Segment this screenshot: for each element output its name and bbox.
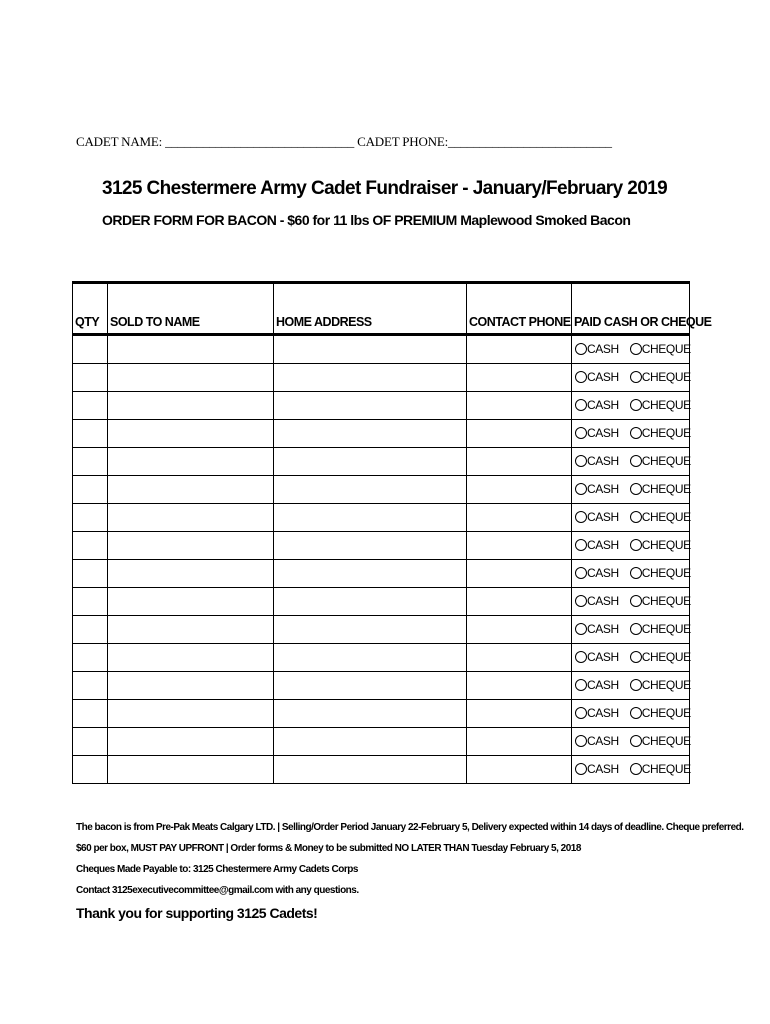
qty-cell[interactable] [73, 335, 108, 364]
cash-option[interactable] [575, 482, 619, 496]
table-row [73, 504, 690, 532]
cash-radio-icon[interactable] [575, 623, 587, 635]
paid-method-cell [572, 616, 690, 644]
column-header-sold-to-name: SOLD TO NAME [108, 283, 274, 335]
sold-to-name-cell[interactable] [108, 420, 274, 448]
cash-radio-icon[interactable] [575, 455, 587, 467]
cash-option[interactable] [575, 650, 619, 664]
cheque-label: CHEQUE [641, 761, 691, 776]
cash-radio-icon[interactable] [575, 763, 587, 775]
cheque-label: CHEQUE [641, 453, 691, 468]
cash-label: CASH [587, 565, 619, 580]
thank-you-message: Thank you for supporting 3125 Cadets! [76, 905, 318, 921]
cheque-radio-icon[interactable] [630, 595, 642, 607]
cheque-option[interactable] [630, 370, 691, 384]
paid-method-cell [572, 504, 690, 532]
paid-method-cell [572, 644, 690, 672]
cheque-radio-icon[interactable] [630, 399, 642, 411]
cheque-option[interactable] [630, 594, 691, 608]
cheque-radio-icon[interactable] [630, 567, 642, 579]
form-title: 3125 Chestermere Army Cadet Fundraiser - January/February 2019 [102, 178, 668, 199]
home-address-cell[interactable] [274, 532, 467, 560]
cheque-radio-icon[interactable] [630, 371, 642, 383]
table-row [73, 532, 690, 560]
cheque-radio-icon[interactable] [630, 651, 642, 663]
cheque-option[interactable] [630, 678, 691, 692]
contact-phone-cell[interactable] [467, 476, 572, 504]
paid-method-cell [572, 532, 690, 560]
cheque-option[interactable] [630, 482, 691, 496]
paid-method-cell [572, 672, 690, 700]
cash-radio-icon[interactable] [575, 343, 587, 355]
table-row [73, 728, 690, 756]
home-address-cell[interactable] [274, 448, 467, 476]
paid-method-cell [572, 364, 690, 392]
cheque-option[interactable] [630, 510, 691, 524]
cheque-label: CHEQUE [641, 481, 691, 496]
table-row [73, 560, 690, 588]
cheque-option[interactable] [630, 426, 691, 440]
paid-method-cell [572, 335, 690, 364]
cash-option[interactable] [575, 622, 619, 636]
sold-to-name-cell[interactable] [108, 700, 274, 728]
paid-method-cell [572, 448, 690, 476]
cheque-label: CHEQUE [641, 705, 691, 720]
cash-label: CASH [587, 341, 619, 356]
cash-label: CASH [587, 369, 619, 384]
table-header-row [73, 283, 690, 335]
sold-to-name-cell[interactable] [108, 448, 274, 476]
cheque-label: CHEQUE [641, 369, 691, 384]
qty-cell[interactable] [73, 420, 108, 448]
table-row [73, 476, 690, 504]
cash-label: CASH [587, 761, 619, 776]
cash-radio-icon[interactable] [575, 735, 587, 747]
cash-label: CASH [587, 537, 619, 552]
sold-to-name-cell[interactable] [108, 616, 274, 644]
contact-phone-cell[interactable] [467, 672, 572, 700]
cheque-option[interactable] [630, 762, 691, 776]
cash-label: CASH [587, 593, 619, 608]
home-address-cell[interactable] [274, 672, 467, 700]
contact-phone-cell[interactable] [467, 560, 572, 588]
home-address-cell[interactable] [274, 756, 467, 784]
cash-label: CASH [587, 425, 619, 440]
home-address-cell[interactable] [274, 644, 467, 672]
column-header-qty: QTY [73, 283, 108, 335]
table-row [73, 420, 690, 448]
home-address-cell[interactable] [274, 728, 467, 756]
cash-option[interactable] [575, 762, 619, 776]
sold-to-name-cell[interactable] [108, 672, 274, 700]
cash-label: CASH [587, 705, 619, 720]
cash-radio-icon[interactable] [575, 651, 587, 663]
home-address-cell[interactable] [274, 700, 467, 728]
cheque-label: CHEQUE [641, 341, 691, 356]
cash-label: CASH [587, 733, 619, 748]
cash-option[interactable] [575, 426, 619, 440]
table-row [73, 644, 690, 672]
paid-method-cell [572, 476, 690, 504]
cheque-label: CHEQUE [641, 537, 691, 552]
cash-radio-icon[interactable] [575, 707, 587, 719]
table-row [73, 616, 690, 644]
cash-option[interactable] [575, 510, 619, 524]
contact-phone-cell[interactable] [467, 532, 572, 560]
contact-phone-cell[interactable] [467, 756, 572, 784]
contact-phone-cell[interactable] [467, 420, 572, 448]
cheque-radio-icon[interactable] [630, 623, 642, 635]
qty-cell[interactable] [73, 448, 108, 476]
paid-method-cell [572, 420, 690, 448]
qty-cell[interactable] [73, 392, 108, 420]
cash-option[interactable] [575, 566, 619, 580]
table-row [73, 588, 690, 616]
column-header-contact-phone: CONTACT PHONE [467, 283, 572, 335]
qty-cell[interactable] [73, 588, 108, 616]
cheque-radio-icon[interactable] [630, 707, 642, 719]
cheque-radio-icon[interactable] [630, 763, 642, 775]
cash-option[interactable] [575, 538, 619, 552]
home-address-cell[interactable] [274, 364, 467, 392]
cadet-name-phone-line: CADET NAME: ______________________________ CADET PHONE:__________________________ [76, 134, 612, 149]
home-address-cell[interactable] [274, 616, 467, 644]
cheque-option[interactable] [630, 706, 691, 720]
order-table [72, 281, 712, 784]
cash-radio-icon[interactable] [575, 427, 587, 439]
home-address-cell[interactable] [274, 420, 467, 448]
contact-phone-cell[interactable] [467, 392, 572, 420]
cheque-radio-icon[interactable] [630, 343, 642, 355]
cheque-radio-icon[interactable] [630, 735, 642, 747]
qty-cell[interactable] [73, 700, 108, 728]
qty-cell[interactable] [73, 644, 108, 672]
contact-phone-cell[interactable] [467, 616, 572, 644]
cheque-label: CHEQUE [641, 397, 691, 412]
cash-label: CASH [587, 621, 619, 636]
table-row [73, 700, 690, 728]
cheque-label: CHEQUE [641, 677, 691, 692]
cheque-label: CHEQUE [641, 425, 691, 440]
cheque-radio-icon[interactable] [630, 483, 642, 495]
home-address-cell[interactable] [274, 560, 467, 588]
qty-cell[interactable] [73, 560, 108, 588]
footer-supplier-note: The bacon is from Pre-Pak Meats Calgary LTD. | Selling/Order Period January 22-February 5, Delivery expected within 14 days of deadline. Cheque preferred. [76, 822, 744, 833]
table-row [73, 756, 690, 784]
contact-phone-cell[interactable] [467, 700, 572, 728]
cheque-option[interactable] [630, 734, 691, 748]
cash-radio-icon[interactable] [575, 399, 587, 411]
paid-method-cell [572, 588, 690, 616]
cash-radio-icon[interactable] [575, 595, 587, 607]
table-row [73, 335, 690, 364]
cash-option[interactable] [575, 706, 619, 720]
column-header-home-address: HOME ADDRESS [274, 283, 467, 335]
cheque-radio-icon[interactable] [630, 427, 642, 439]
contact-phone-cell[interactable] [467, 504, 572, 532]
sold-to-name-cell[interactable] [108, 504, 274, 532]
cheque-label: CHEQUE [641, 649, 691, 664]
cash-option[interactable] [575, 594, 619, 608]
cash-radio-icon[interactable] [575, 483, 587, 495]
cash-radio-icon[interactable] [575, 371, 587, 383]
cash-label: CASH [587, 481, 619, 496]
cheque-radio-icon[interactable] [630, 539, 642, 551]
sold-to-name-cell[interactable] [108, 728, 274, 756]
contact-phone-cell[interactable] [467, 588, 572, 616]
cash-radio-icon[interactable] [575, 539, 587, 551]
cheque-option[interactable] [630, 650, 691, 664]
qty-cell[interactable] [73, 364, 108, 392]
cheque-label: CHEQUE [641, 733, 691, 748]
qty-cell[interactable] [73, 756, 108, 784]
cheque-option[interactable] [630, 566, 691, 580]
column-header-paid-cash-or-cheque: PAID CASH OR CHEQUE [572, 283, 690, 335]
contact-phone-cell[interactable] [467, 364, 572, 392]
home-address-cell[interactable] [274, 476, 467, 504]
cheque-option[interactable] [630, 622, 691, 636]
home-address-cell[interactable] [274, 392, 467, 420]
qty-cell[interactable] [73, 672, 108, 700]
table-row [73, 448, 690, 476]
table-row [73, 672, 690, 700]
cheque-label: CHEQUE [641, 593, 691, 608]
cash-option[interactable] [575, 454, 619, 468]
cash-label: CASH [587, 677, 619, 692]
qty-cell[interactable] [73, 532, 108, 560]
sold-to-name-cell[interactable] [108, 756, 274, 784]
cash-label: CASH [587, 509, 619, 524]
cash-radio-icon[interactable] [575, 567, 587, 579]
cash-radio-icon[interactable] [575, 679, 587, 691]
cheque-option[interactable] [630, 398, 691, 412]
cheque-label: CHEQUE [641, 509, 691, 524]
cheque-option[interactable] [630, 454, 691, 468]
contact-phone-cell[interactable] [467, 644, 572, 672]
cheque-radio-icon[interactable] [630, 455, 642, 467]
paid-method-cell [572, 392, 690, 420]
cheque-radio-icon[interactable] [630, 679, 642, 691]
sold-to-name-cell[interactable] [108, 644, 274, 672]
cheque-option[interactable] [630, 538, 691, 552]
cash-label: CASH [587, 649, 619, 664]
cheque-option[interactable] [630, 342, 691, 356]
contact-phone-cell[interactable] [467, 335, 572, 364]
qty-cell[interactable] [73, 476, 108, 504]
paid-method-cell [572, 756, 690, 784]
home-address-cell[interactable] [274, 335, 467, 364]
cash-option[interactable] [575, 734, 619, 748]
qty-cell[interactable] [73, 504, 108, 532]
cheque-radio-icon[interactable] [630, 511, 642, 523]
cash-option[interactable] [575, 342, 619, 356]
cash-radio-icon[interactable] [575, 511, 587, 523]
qty-cell[interactable] [73, 616, 108, 644]
paid-method-cell [572, 560, 690, 588]
contact-phone-cell[interactable] [467, 448, 572, 476]
sold-to-name-cell[interactable] [108, 532, 274, 560]
cheque-label: CHEQUE [641, 621, 691, 636]
sold-to-name-cell[interactable] [108, 476, 274, 504]
cash-option[interactable] [575, 370, 619, 384]
cash-label: CASH [587, 397, 619, 412]
form-subtitle: ORDER FORM FOR BACON - $60 for 11 lbs OF PREMIUM Maplewood Smoked Bacon [102, 212, 631, 228]
sold-to-name-cell[interactable] [108, 588, 274, 616]
sold-to-name-cell[interactable] [108, 364, 274, 392]
footer-payable-to: Cheques Made Payable to: 3125 Chestermere Army Cadets Corps [76, 864, 358, 875]
sold-to-name-cell[interactable] [108, 560, 274, 588]
cash-option[interactable] [575, 678, 619, 692]
cash-option[interactable] [575, 398, 619, 412]
sold-to-name-cell[interactable] [108, 335, 274, 364]
footer-contact: Contact 3125executivecommittee@gmail.com with any questions. [76, 885, 359, 896]
paid-method-cell [572, 728, 690, 756]
table-row [73, 364, 690, 392]
table-row [73, 392, 690, 420]
home-address-cell[interactable] [274, 504, 467, 532]
footer-payment-note: $60 per box, MUST PAY UPFRONT | Order forms & Money to be submitted NO LATER THAN Tuesday February 5, 2018 [76, 843, 581, 854]
contact-phone-cell[interactable] [467, 728, 572, 756]
cheque-label: CHEQUE [641, 565, 691, 580]
paid-method-cell [572, 700, 690, 728]
home-address-cell[interactable] [274, 588, 467, 616]
qty-cell[interactable] [73, 728, 108, 756]
sold-to-name-cell[interactable] [108, 392, 274, 420]
cash-label: CASH [587, 453, 619, 468]
